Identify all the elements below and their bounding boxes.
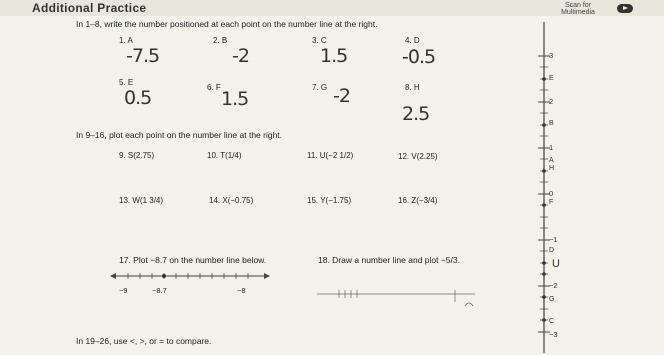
number-line-18[interactable] bbox=[315, 280, 485, 320]
number-line-17[interactable] bbox=[110, 268, 270, 298]
vertical-number-line[interactable] bbox=[528, 20, 588, 355]
tick-label-minus9: −9 bbox=[119, 286, 128, 295]
point-label-c: C bbox=[549, 318, 555, 325]
answer-6[interactable]: 1.5 bbox=[221, 88, 249, 110]
vline-tick-2: 2 bbox=[549, 97, 554, 106]
point-label-e: E bbox=[549, 75, 554, 82]
point-label-f: F bbox=[549, 199, 554, 206]
exercise-3: 3. C bbox=[312, 36, 327, 45]
exercise-7: 7. G bbox=[312, 83, 328, 92]
vline-tick-minus3: −3 bbox=[549, 330, 558, 339]
answer-5[interactable]: 0.5 bbox=[124, 87, 152, 109]
exercise-18: 18. Draw a number line and plot −5/3. bbox=[318, 255, 460, 265]
answer-4[interactable]: -0.5 bbox=[402, 46, 436, 68]
exercise-4: 4. D bbox=[405, 36, 420, 45]
exercise-1: 1. A bbox=[119, 36, 133, 45]
point-label-b: B bbox=[549, 120, 554, 127]
answer-1[interactable]: -7.5 bbox=[126, 45, 160, 67]
point-label-u: U bbox=[552, 258, 560, 270]
scan-label bbox=[548, 2, 608, 16]
play-icon bbox=[623, 6, 628, 10]
vline-tick-0: 0 bbox=[549, 189, 554, 198]
answer-8[interactable]: 2.5 bbox=[402, 103, 430, 125]
exercise-15: 15. Y(−1.75) bbox=[307, 196, 352, 205]
answer-7[interactable]: -2 bbox=[333, 85, 350, 107]
answer-2[interactable]: -2 bbox=[232, 45, 249, 67]
scan-line2: Multimedia bbox=[561, 9, 595, 16]
scan-line1: Scan for bbox=[564, 2, 592, 9]
exercise-10: 10. T(1/4) bbox=[207, 151, 242, 160]
point-label-d: D bbox=[549, 247, 555, 254]
vline-tick-minus2: −2 bbox=[549, 281, 558, 290]
page-title: Additional Practice bbox=[32, 1, 147, 15]
instructions-9-16: In 9–16, plot each point on the number line at the right. bbox=[76, 130, 283, 140]
point-label-a: A bbox=[549, 157, 554, 164]
exercise-12: 12. V(2.25) bbox=[398, 152, 438, 161]
exercise-11: 11. U(−2 1/2) bbox=[307, 151, 354, 160]
exercise-5: 5. E bbox=[119, 78, 134, 87]
vline-tick-minus1: −1 bbox=[549, 235, 558, 244]
exercise-9: 9. S(2.75) bbox=[119, 151, 155, 160]
point-label-h: H bbox=[549, 165, 555, 172]
vline-tick-1: 1 bbox=[549, 143, 554, 152]
multimedia-badge[interactable] bbox=[617, 4, 633, 13]
vline-tick-3: 3 bbox=[549, 51, 554, 60]
exercise-8: 8. H bbox=[405, 83, 420, 92]
instructions-19-26: In 19–26, use <, >, or = to compare. bbox=[76, 336, 212, 346]
answer-3[interactable]: 1.5 bbox=[320, 45, 348, 67]
point-label-g: G bbox=[549, 296, 555, 303]
tick-label-minus8: −8 bbox=[237, 286, 246, 295]
instructions-1-8: In 1–8, write the number positioned at each point on the number line at the right. bbox=[76, 19, 378, 29]
exercise-6: 6. F bbox=[207, 83, 221, 92]
exercise-14: 14. X(−0.75) bbox=[209, 196, 254, 205]
exercise-13: 13. W(1 3/4) bbox=[119, 196, 164, 205]
exercise-17: 17. Plot −8.7 on the number line below. bbox=[119, 255, 267, 265]
tick-label-minus8-7: −8.7 bbox=[152, 286, 167, 295]
exercise-2: 2. B bbox=[213, 36, 228, 45]
exercise-16: 16. Z(−3/4) bbox=[398, 196, 438, 205]
